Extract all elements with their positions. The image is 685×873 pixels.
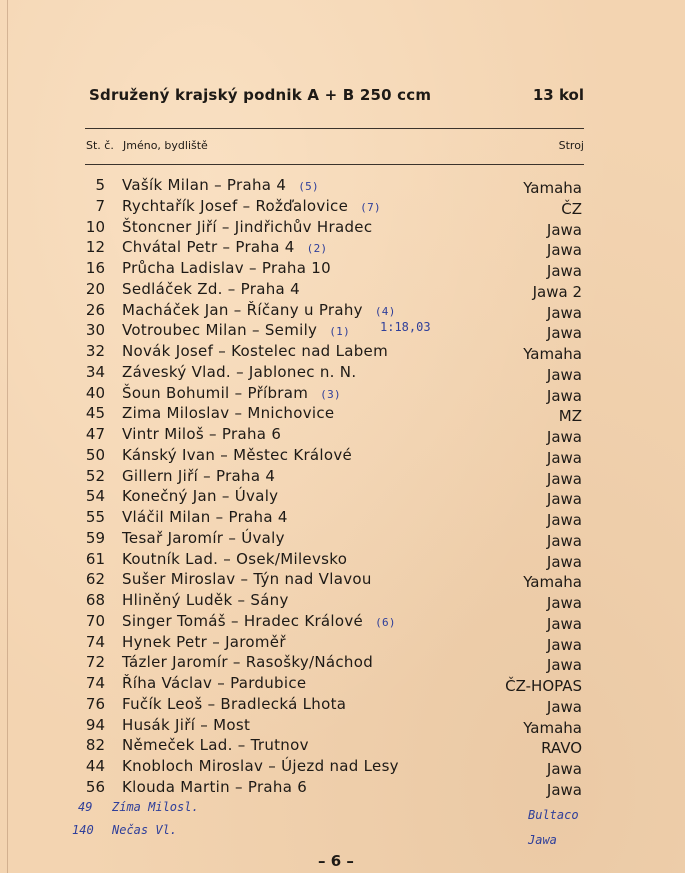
machine: MZ — [558, 407, 582, 426]
table-row — [0, 403, 685, 424]
start-number: 10 — [85, 217, 105, 236]
rider-name-text: Chvátal Petr – Praha 4 — [122, 238, 295, 257]
machine: Jawa — [546, 448, 582, 467]
handwritten-entry-name: Nečas Vl. — [112, 823, 178, 837]
handwritten-placing: (1) — [329, 325, 351, 339]
rider-name-text: Gillern Jiří – Praha 4 — [122, 466, 276, 485]
rider-name-residence — [122, 196, 381, 218]
table-row — [0, 486, 685, 507]
rider-name-text: Šoun Bohumil – Příbram — [122, 383, 309, 402]
rider-name-text: Fučík Leoš – Bradlecká Lhota — [122, 694, 347, 713]
machine: Jawa — [546, 614, 582, 633]
machine: Jawa — [546, 490, 582, 509]
machine: Yamaha — [523, 718, 582, 737]
table-row — [0, 611, 685, 632]
start-number: 52 — [85, 466, 105, 485]
rider-name-residence — [122, 756, 399, 776]
handwritten-placing: (5) — [298, 180, 319, 193]
table-row — [0, 735, 685, 756]
rider-name-residence — [122, 590, 289, 610]
rider-name-text: Říha Václav – Pardubice — [122, 674, 307, 692]
table-row — [0, 652, 685, 673]
rider-name-text: Štoncner Jiří – Jindřichův Hradec — [122, 217, 373, 236]
machine: Jawa — [546, 760, 582, 778]
column-header-number: St. č. — [86, 139, 114, 152]
rider-name-text: Vašík Milan – Praha 4 — [122, 176, 287, 194]
machine: Yamaha — [523, 345, 582, 363]
start-number: 20 — [85, 279, 105, 298]
table-row — [0, 673, 685, 694]
rider-name-residence — [122, 320, 350, 342]
table-row — [0, 196, 685, 217]
table-row — [0, 217, 685, 238]
start-number: 62 — [85, 570, 105, 589]
start-number: 47 — [85, 425, 105, 443]
start-number: 55 — [85, 508, 105, 526]
page-number: – 6 – — [318, 852, 354, 870]
table-row — [0, 175, 685, 196]
rider-name-text: Kánský Ivan – Městec Králové — [122, 445, 353, 464]
start-number: 72 — [85, 653, 105, 672]
page-title: Sdružený krajský podnik A + B 250 ccm — [89, 86, 432, 104]
start-number: 54 — [85, 487, 105, 506]
start-number: 76 — [85, 694, 105, 713]
start-number: 70 — [85, 611, 105, 630]
table-row — [0, 445, 685, 466]
start-number: 61 — [85, 549, 105, 568]
rider-name-text: Hliněný Luděk – Sány — [122, 591, 289, 609]
machine: Jawa — [546, 635, 582, 654]
machine: Yamaha — [523, 573, 582, 592]
rider-name-text: Singer Tomáš – Hradec Králové — [122, 611, 364, 630]
handwritten-placing: (2) — [306, 242, 328, 256]
table-row — [0, 362, 685, 383]
table-row — [0, 424, 685, 445]
divider-header — [85, 164, 584, 165]
start-number: 44 — [85, 757, 105, 775]
rider-name-text: Husák Jiří – Most — [122, 715, 251, 734]
machine: Jawa — [546, 303, 582, 322]
rider-name-text: Záveský Vlad. – Jablonec n. N. — [122, 362, 357, 381]
table-row — [0, 341, 685, 362]
start-number: 50 — [85, 445, 105, 464]
handwritten-entry-number: 140 — [72, 823, 94, 837]
machine: Jawa — [546, 262, 582, 280]
start-number: 82 — [85, 736, 105, 755]
machine: Jawa — [546, 241, 582, 260]
table-row — [0, 507, 685, 528]
table-row — [0, 632, 685, 653]
machine: Yamaha — [523, 179, 582, 197]
rider-name-residence — [122, 569, 372, 589]
rider-name-residence — [122, 217, 372, 237]
rider-name-residence — [122, 715, 250, 735]
column-header-machine: Stroj — [558, 139, 584, 152]
rider-name-text: Tesař Jaromír – Úvaly — [122, 528, 285, 547]
start-number: 32 — [85, 342, 105, 360]
start-number: 7 — [95, 196, 105, 215]
start-number: 16 — [85, 259, 105, 277]
rider-name-residence — [122, 673, 306, 693]
handwritten-entry-machine: Bultaco — [528, 808, 579, 822]
handwritten-placing: (7) — [360, 200, 381, 214]
rider-name-text: Konečný Jan – Úvaly — [122, 487, 279, 506]
machine: Jawa — [546, 511, 582, 529]
rider-name-text: Němeček Lad. – Trutnov — [122, 736, 309, 755]
divider-top — [85, 128, 584, 129]
machine: Jawa — [546, 220, 582, 239]
start-number: 94 — [85, 715, 105, 734]
rider-name-residence — [122, 507, 288, 527]
rider-name-residence — [122, 445, 352, 465]
machine: ČZ-HOPAS — [505, 677, 582, 695]
rider-name-residence — [122, 549, 347, 569]
start-number: 30 — [85, 321, 105, 340]
start-number: 5 — [95, 176, 105, 194]
rider-name-residence — [122, 383, 341, 405]
rider-name-text: Vláčil Milan – Praha 4 — [122, 508, 288, 526]
rider-name-residence — [122, 528, 285, 548]
start-number: 12 — [85, 238, 105, 257]
table-row — [0, 694, 685, 715]
table-row — [0, 279, 685, 300]
rider-name-residence — [122, 341, 388, 361]
start-number: 45 — [85, 404, 105, 423]
start-number: 74 — [85, 674, 105, 692]
machine: Jawa — [546, 656, 582, 675]
rider-name-residence — [122, 175, 319, 197]
rider-name-residence — [122, 424, 281, 444]
handwritten-placing: (6) — [375, 615, 396, 629]
rider-name-residence — [122, 611, 396, 633]
rider-name-text: Sušer Miroslav – Týn nad Vlavou — [122, 570, 372, 589]
machine: Jawa — [546, 324, 582, 343]
table-row — [0, 300, 685, 321]
table-row — [0, 320, 685, 341]
machine: Jawa — [546, 386, 582, 405]
rider-name-text: Průcha Ladislav – Praha 10 — [122, 259, 331, 277]
rider-name-residence — [122, 362, 356, 382]
rider-name-text: Klouda Martin – Praha 6 — [122, 777, 308, 796]
rider-name-residence — [122, 466, 275, 486]
start-number: 26 — [85, 300, 105, 319]
rider-name-residence — [122, 237, 327, 259]
machine: Jawa — [546, 697, 582, 716]
rider-name-residence — [122, 300, 396, 322]
handwritten-entry-machine: Jawa — [528, 833, 557, 847]
machine: Jawa — [546, 531, 582, 550]
handwritten-placing: (4) — [374, 304, 396, 318]
rider-name-text: Tázler Jaromír – Rasošky/Náchod — [122, 653, 374, 672]
rider-name-residence — [122, 403, 334, 423]
rider-name-text: Macháček Jan – Říčany u Prahy — [122, 300, 363, 319]
rider-name-text: Votroubec Milan – Semily — [122, 321, 318, 340]
rider-name-text: Zima Miloslav – Mnichovice — [122, 404, 335, 423]
table-row — [0, 715, 685, 736]
table-row — [0, 528, 685, 549]
rider-name-residence — [122, 652, 373, 672]
rider-name-residence — [122, 279, 300, 299]
table-row — [0, 466, 685, 487]
start-number: 59 — [85, 528, 105, 547]
column-header-name: Jméno, bydliště — [123, 139, 208, 152]
handwritten-time: 1:18,03 — [380, 320, 431, 335]
entry-list — [0, 175, 685, 798]
machine: Jawa — [546, 594, 582, 612]
rider-name-text: Rychtařík Josef – Rožďalovice — [122, 196, 349, 215]
handwritten-placing: (3) — [320, 387, 341, 401]
machine: ČZ — [561, 199, 582, 218]
table-row — [0, 258, 685, 279]
table-row — [0, 569, 685, 590]
table-row — [0, 777, 685, 798]
rider-name-text: Sedláček Zd. – Praha 4 — [122, 279, 300, 298]
rider-name-residence — [122, 735, 309, 755]
table-row — [0, 237, 685, 258]
rider-name-text: Knobloch Miroslav – Újezd nad Lesy — [122, 757, 399, 775]
machine: Jawa 2 — [532, 282, 582, 301]
rider-name-residence — [122, 258, 331, 278]
start-number: 74 — [85, 632, 105, 651]
laps-count: 13 kol — [532, 86, 584, 104]
start-number: 68 — [85, 591, 105, 609]
start-number: 34 — [85, 362, 105, 381]
table-row — [0, 590, 685, 611]
machine: Jawa — [546, 365, 582, 384]
handwritten-entry-name: Zíma Milosl. — [112, 800, 199, 814]
table-row — [0, 383, 685, 404]
rider-name-text: Novák Josef – Kostelec nad Labem — [122, 342, 388, 360]
start-number: 40 — [85, 383, 105, 402]
table-row — [0, 756, 685, 777]
rider-name-text: Hynek Petr – Jaroměř — [122, 632, 286, 651]
table-row — [0, 549, 685, 570]
machine: Jawa — [546, 552, 582, 571]
rider-name-text: Koutník Lad. – Osek/Milevsko — [122, 549, 348, 568]
machine: Jawa — [546, 780, 582, 799]
machine: Jawa — [546, 469, 582, 488]
rider-name-text: Vintr Miloš – Praha 6 — [122, 425, 282, 443]
machine: RAVO — [541, 739, 582, 758]
handwritten-entry-number: 49 — [78, 800, 93, 814]
machine: Jawa — [546, 428, 582, 446]
rider-name-residence — [122, 777, 307, 797]
start-number: 56 — [85, 777, 105, 796]
rider-name-residence — [122, 632, 286, 652]
rider-name-residence — [122, 694, 346, 714]
rider-name-residence — [122, 486, 278, 506]
